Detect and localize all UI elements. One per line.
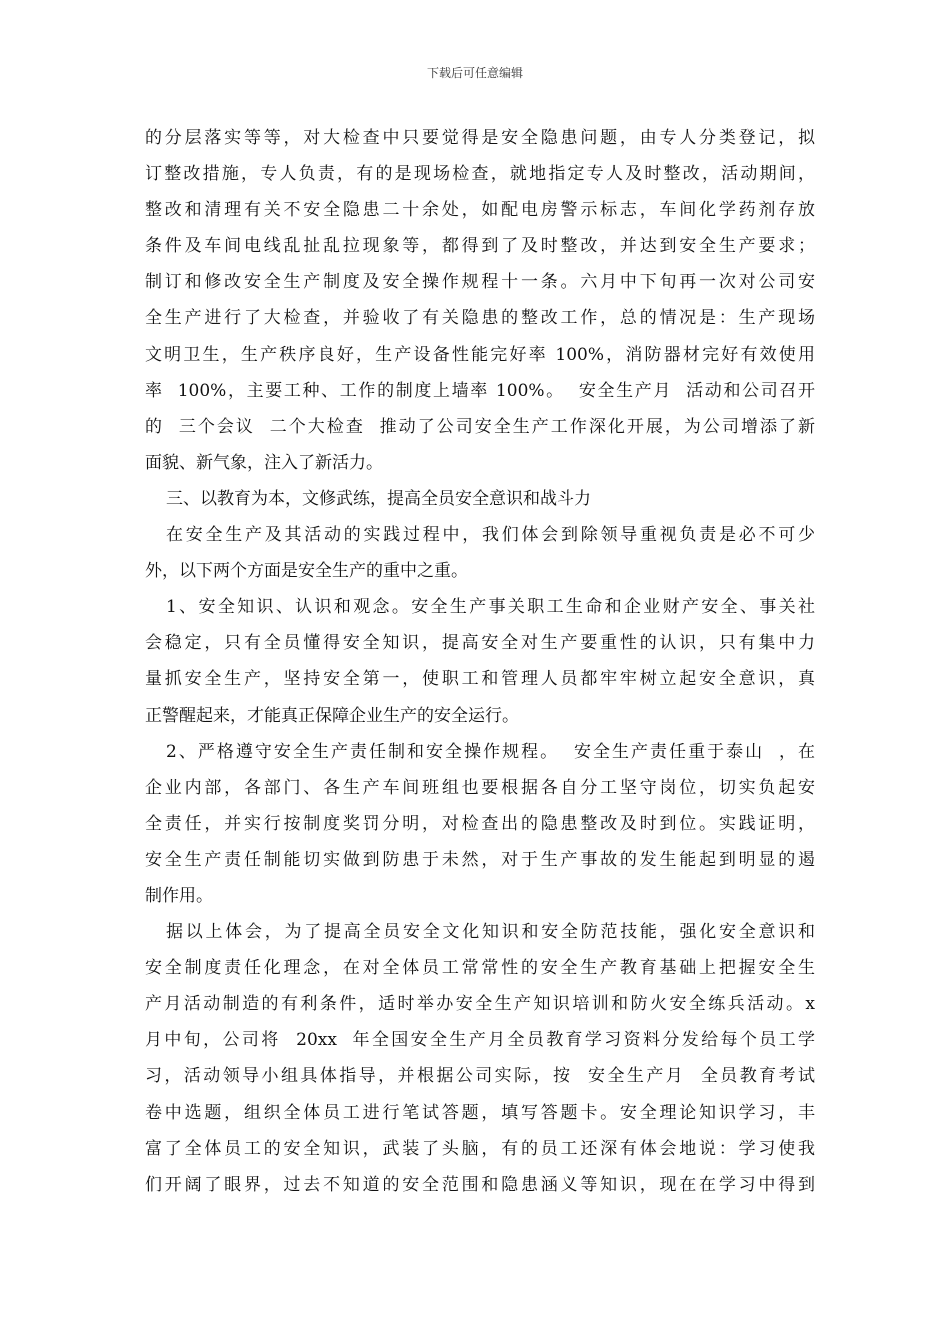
text-line: 制作用。 (145, 885, 213, 906)
text-line: 们开阔了眼界，过去不知道的安全范围和隐患涵义等知识，现在在学习中得到 (145, 1174, 815, 1195)
text-line: 的分层落实等等，对大检查中只要觉得是安全隐患问题，由专人分类登记，拟 (145, 128, 815, 148)
text-line: 文明卫生，生产秩序良好，生产设备性能完好率 100%，消防器材完好有效使用 (145, 344, 815, 365)
text-line: 会稳定，只有全员懂得安全知识，提高安全对生产要重性的认识，只有集中力 (145, 633, 815, 654)
page-header: 下载后可任意编辑 (426, 66, 523, 80)
text-line: 量抓安全生产，坚持安全第一，使职工和管理人员都牢牢树立起安全意识，真 (145, 669, 815, 690)
text-line: 习，活动领导小组具体指导，并根据公司实际，按 安全生产月 全员教育考试 (145, 1066, 815, 1087)
document-body (145, 120, 815, 1203)
text-line: 1、安全知识、认识和观念。安全生产事关职工生命和企业财产安全、事关社 (166, 597, 815, 618)
text-line: 在安全生产及其活动的实践过程中，我们体会到除领导重视负责是必不可少 (166, 525, 815, 546)
text-line: 企业内部，各部门、各生产车间班组也要根据各自分工坚守岗位，切实负起安 (145, 777, 815, 798)
text-line: 正警醒起来，才能真正保障企业生产的安全运行。 (145, 705, 519, 726)
text-line: 安全制度责任化理念，在对全体员工常常性的安全生产教育基础上把握安全生 (145, 958, 815, 979)
text-line: 面貌、新气象，注入了新活力。 (145, 452, 383, 473)
text-line: 率 100%，主要工种、工作的制度上墙率 100%。 安全生产月 活动和公司召开 (145, 380, 815, 401)
text-line: 全责任，并实行按制度奖罚分明，对检查出的隐患整改及时到位。实践证明， (145, 813, 815, 834)
text-line: 条件及车间电线乱扯乱拉现象等，都得到了及时整改，并达到安全生产要求； (145, 236, 815, 257)
text-line: 富了全体员工的安全知识，武装了头脑，有的员工还深有体会地说：学习使我 (145, 1138, 815, 1159)
text-line: 卷中选题，组织全体员工进行笔试答题，填写答题卡。安全理论知识学习，丰 (145, 1102, 815, 1123)
text-line: 整改和清理有关不安全隐患二十余处，如配电房警示标志，车间化学药剂存放 (145, 200, 815, 221)
text-line: 的 三个会议 二个大检查 推动了公司安全生产工作深化开展，为公司增添了新 (145, 416, 815, 437)
text-line: 月中旬，公司将 20xx 年全国安全生产月全员教育学习资料分发给每个员工学 (145, 1030, 815, 1051)
text-line: 安全生产责任制能切实做到防患于未然，对于生产事故的发生能起到明显的遏 (145, 849, 815, 870)
text-line: 据以上体会，为了提高全员安全文化知识和安全防范技能，强化安全意识和 (166, 922, 815, 943)
text-line: 产月活动制造的有利条件，适时举办安全生产知识培训和防火安全练兵活动。x (145, 994, 815, 1015)
text-line: 全生产进行了大检查，并验收了有关隐患的整改工作，总的情况是：生产现场 (145, 308, 815, 329)
text-line: 外，以下两个方面是安全生产的重中之重。 (145, 561, 468, 582)
text-line: 三、以教育为本，文修武练，提高全员安全意识和战斗力 (166, 488, 591, 509)
text-line: 订整改措施，专人负责，有的是现场检查，就地指定专人及时整改，活动期间， (145, 164, 815, 185)
text-line: 制订和修改安全生产制度及安全操作规程十一条。六月中下旬再一次对公司安 (145, 272, 815, 293)
text-line: 2、严格遵守安全生产责任制和安全操作规程。 安全生产责任重于泰山 ，在 (166, 741, 815, 762)
